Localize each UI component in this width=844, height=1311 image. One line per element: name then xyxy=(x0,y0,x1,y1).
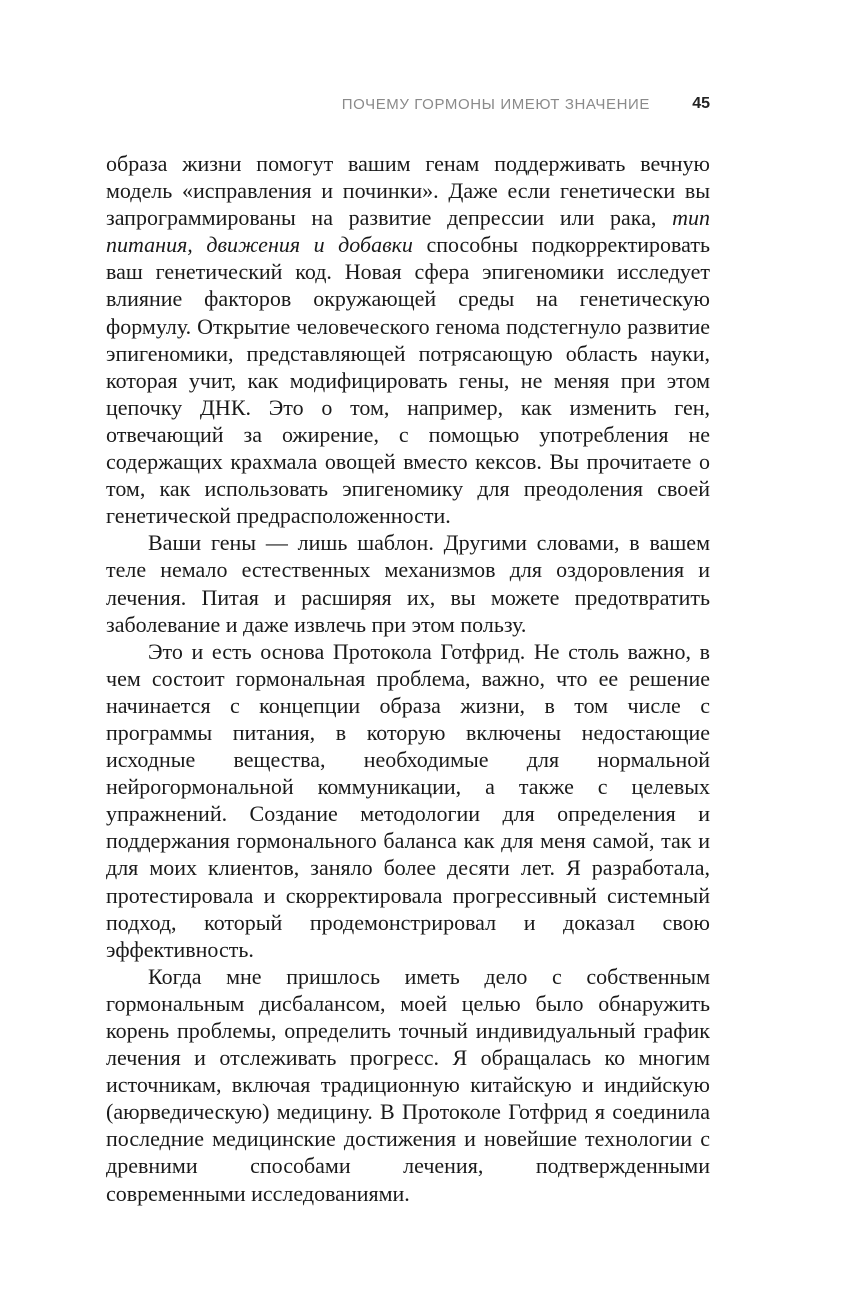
paragraph xyxy=(106,529,710,637)
text-segment: Когда мне пришлось иметь дело с собственным гормональным дисбалансом, моей целью было обнаружить корень проблемы, определить точный индивидуальный график лечения и отслеживать прогресс. Я обращалась ко многим источникам, включая традиционную китайскую и индийскую (аюрведическую) медицину. В Протоколе Готфрид я соединила последние медицинские достижения и новейшие технологии с древними способами лечения, подтвержденными современными исследованиями. xyxy=(106,963,710,1206)
body-text xyxy=(106,150,710,1207)
page-number: 45 xyxy=(692,95,710,112)
paragraph xyxy=(106,638,710,963)
text-segment: Это и есть основа Протокола Готфрид. Не столь важно, в чем состоит гормональная проблема, важно, что ее решение начинается с концепции образа жизни, в том числе с программы питания, в которую включены недостающие исходные вещества, необходимые для нормальной нейрогормональной коммуникации, а также с целевых упражнений. Создание методологии для определения и поддержания гормонального баланса как для меня самой, так и для моих клиентов, заняло более десяти лет. Я разработала, протестировала и скорректировала прогрессивный системный подход, который продемонстрировал и доказал свою эффективность. xyxy=(106,638,710,962)
text-segment: образа жизни помогут вашим генам поддерживать вечную модель «исправления и починки». Даже если генетически вы запрограммированы на развитие депрессии или рака, xyxy=(106,151,710,231)
paragraph xyxy=(106,150,710,529)
italic-phrase: тип питания, движения и добавки xyxy=(106,205,710,258)
text-segment: способны подкорректировать ваш генетический код. Новая сфера эпигеномики исследует влияние факторов окружающей среды на генетическую формулу. Открытие человеческого генома подстегнуло развитие эпигеномики, представляющей потрясающую область науки, которая учит, как модифицировать гены, не меняя при этом цепочку ДНК. Это о том, например, как изменить ген, отвечающий за ожирение, с помощью употребления не содержащих крахмала овощей вместо кексов. Вы прочитаете о том, как использовать эпигеномику для преодоления своей генетической предрасположенности. xyxy=(106,232,710,529)
running-title: ПОЧЕМУ ГОРМОНЫ ИМЕЮТ ЗНАЧЕНИЕ xyxy=(341,96,650,113)
text-segment: Ваши гены — лишь шаблон. Другими словами, в вашем теле немало естественных механизмов для оздоровления и лечения. Питая и расширяя их, вы можете предотвратить заболевание и даже извлечь при этом пользу. xyxy=(106,530,710,637)
running-head xyxy=(106,96,710,120)
paragraph xyxy=(106,963,710,1207)
